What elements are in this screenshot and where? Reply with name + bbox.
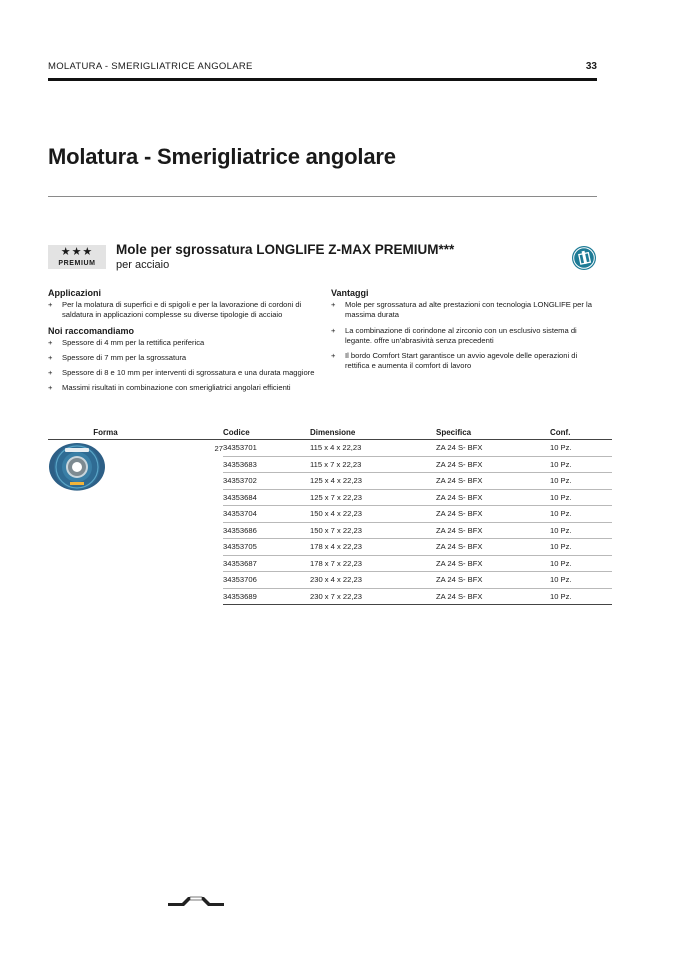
product-table — [48, 425, 612, 605]
cell-specifica: ZA 24 S- BFX — [436, 456, 550, 473]
cell-codice: 34353689 — [223, 588, 310, 605]
cell-conf: 10 Pz. — [550, 555, 612, 572]
product-table-wrap — [48, 425, 597, 605]
list-item: + La combinazione di corindone al zirconio con un esclusivo sistema di legante. offre un'abrasività senza precedenti — [331, 325, 577, 345]
col-codice: Codice — [223, 425, 310, 440]
cell-codice: 34353705 — [223, 539, 310, 556]
cell-conf: 10 Pz. — [550, 539, 612, 556]
applicazioni-heading: Applicazioni — [48, 288, 102, 298]
col-forma: Forma — [48, 425, 223, 440]
list-item: + Il bordo Comfort Start garantisce un avvio agevole delle operazioni di rettifica e aumenta il comfort di lavoro — [331, 351, 578, 371]
cell-specifica: ZA 24 S- BFX — [436, 588, 550, 605]
running-title: MOLATURA - SMERIGLIATRICE ANGOLARE — [48, 61, 253, 72]
cell-dimensione: 115 x 7 x 22,23 — [310, 456, 436, 473]
col-conf: Conf. — [550, 425, 612, 440]
vantaggi-list — [331, 300, 599, 371]
applicazioni-list — [48, 300, 320, 320]
raccomandiamo-list — [48, 338, 320, 394]
plus-bullet: + — [48, 337, 53, 347]
cell-conf: 10 Pz. — [550, 588, 612, 605]
badge-stars: ★★★ — [60, 246, 94, 258]
plus-bullet: + — [331, 351, 336, 361]
table-row — [48, 440, 612, 457]
cell-conf: 10 Pz. — [550, 572, 612, 589]
cell-codice: 34353683 — [223, 456, 310, 473]
cell-conf: 10 Pz. — [550, 506, 612, 523]
cell-codice: 34353704 — [223, 506, 310, 523]
cell-specifica: ZA 24 S- BFX — [436, 506, 550, 523]
product-subtitle: per acciaio — [116, 259, 170, 271]
cell-specifica: ZA 24 S- BFX — [436, 572, 550, 589]
cell-dimensione: 125 x 4 x 22,23 — [310, 473, 436, 490]
cell-codice: 34353684 — [223, 489, 310, 506]
cell-dimensione: 150 x 4 x 22,23 — [310, 506, 436, 523]
list-item: + Spessore di 7 mm per la sgrossatura — [48, 353, 187, 363]
vantaggi-heading: Vantaggi — [331, 288, 369, 298]
cell-specifica: ZA 24 S- BFX — [436, 489, 550, 506]
cell-dimensione: 125 x 7 x 22,23 — [310, 489, 436, 506]
title-rule — [48, 196, 597, 197]
list-item: + Massimi risultati in combinazione con smerigliatrici angolari efficienti — [48, 383, 291, 393]
grinding-disc-image — [48, 443, 163, 491]
col-specifica: Specifica — [436, 425, 550, 440]
cell-codice: 34353701 — [223, 440, 310, 457]
cell-dimensione: 230 x 4 x 22,23 — [310, 572, 436, 589]
raccomandiamo-heading: Noi raccomandiamo — [48, 325, 135, 336]
plus-bullet: + — [331, 325, 336, 335]
cell-codice: 34353706 — [223, 572, 310, 589]
right-column — [331, 288, 599, 376]
cell-specifica: ZA 24 S- BFX — [436, 539, 550, 556]
forma-value: 27 — [214, 444, 223, 453]
page-number: 33 — [585, 61, 597, 72]
list-item: + Spessore di 4 mm per la rettifica periferica — [48, 337, 205, 347]
cell-dimensione: 230 x 7 x 22,23 — [310, 588, 436, 605]
list-item: + Per la molatura di superfici e di spigoli e per la lavorazione di cordoni di saldatura in applicazioni complesse su diverse tipologie di acciaio — [48, 300, 302, 320]
cell-conf: 10 Pz. — [550, 489, 612, 506]
cell-codice: 34353687 — [223, 555, 310, 572]
col-dimensione: Dimensione — [310, 425, 436, 440]
cell-dimensione: 178 x 4 x 22,23 — [310, 539, 436, 556]
badge-label: PREMIUM — [58, 260, 96, 267]
cell-conf: 10 Pz. — [550, 456, 612, 473]
plus-bullet: + — [331, 300, 336, 310]
list-item: + Mole per sgrossatura ad alte prestazioni con tecnologia LONGLIFE per la massima durata — [331, 300, 592, 320]
cell-conf: 10 Pz. — [550, 522, 612, 539]
cell-dimensione: 115 x 4 x 22,23 — [310, 440, 436, 457]
table-header-row — [48, 425, 612, 440]
header-rule — [48, 78, 597, 81]
cell-specifica: ZA 24 S- BFX — [436, 440, 550, 457]
cell-specifica: ZA 24 S- BFX — [436, 522, 550, 539]
cell-conf: 10 Pz. — [550, 440, 612, 457]
plus-bullet: + — [48, 368, 53, 378]
cell-dimensione: 178 x 7 x 22,23 — [310, 555, 436, 572]
cell-codice: 34353686 — [223, 522, 310, 539]
plus-bullet: + — [48, 353, 53, 363]
list-item: + Spessore di 8 e 10 mm per interventi di sgrossatura e una durata maggiore — [48, 368, 315, 378]
plus-bullet: + — [48, 300, 53, 310]
left-column — [48, 288, 320, 399]
grinding-tool-icon — [571, 245, 597, 271]
page-header — [48, 61, 597, 75]
disc-profile-image — [166, 893, 226, 907]
product-title: Mole per sgrossatura LONGLIFE Z-MAX PREMIUM*** — [116, 242, 455, 257]
cell-codice: 34353702 — [223, 473, 310, 490]
plus-bullet: + — [48, 383, 53, 393]
cell-specifica: ZA 24 S- BFX — [436, 473, 550, 490]
cell-conf: 10 Pz. — [550, 473, 612, 490]
image-cell — [48, 440, 136, 605]
cell-specifica: ZA 24 S- BFX — [436, 555, 550, 572]
page-title: Molatura - Smerigliatrice angolare — [48, 144, 396, 169]
premium-badge — [48, 245, 106, 269]
cell-dimensione: 150 x 7 x 22,23 — [310, 522, 436, 539]
